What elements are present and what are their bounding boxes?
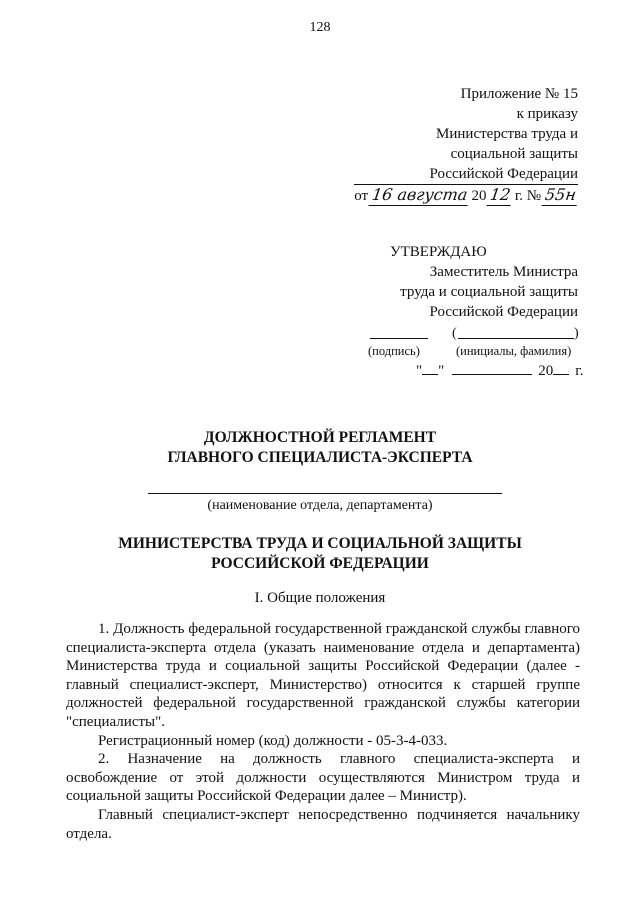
approval-title: УТВЕРЖДАЮ: [390, 244, 487, 260]
signature-line: [370, 338, 428, 339]
paragraph: Главный специалист-эксперт непосредственно подчиняется начальнику отдела.: [66, 806, 580, 842]
ministry-title-line: МИНИСТЕРСТВА ТРУДА И СОЦИАЛЬНОЙ ЗАЩИТЫ: [118, 535, 522, 552]
approval-date-line: [416, 360, 583, 380]
approval-line: труда и социальной защиты: [400, 284, 578, 300]
document-title-line: ДОЛЖНОСТНОЙ РЕГЛАМЕНТ: [203, 429, 437, 446]
signature-caption: (подпись): [368, 344, 420, 358]
date-quote-close: ": [438, 363, 445, 379]
approval-block: [388, 242, 578, 322]
date-year-blank: [553, 360, 569, 375]
ministry-title-line: РОССИЙСКОЙ ФЕДЕРАЦИИ: [211, 555, 429, 572]
body-text: [66, 620, 580, 843]
order-date-line: [354, 185, 578, 206]
name-paren-open: (: [452, 326, 457, 341]
date-suffix: г.: [575, 363, 584, 379]
page-number: 128: [309, 20, 331, 35]
date-year-prefix: 20: [538, 363, 554, 379]
date-month-blank: [452, 360, 532, 375]
order-number-handwritten: 55н: [542, 185, 580, 206]
order-number-label: г. №: [514, 188, 542, 204]
approval-line: Российской Федерации: [429, 304, 578, 320]
appendix-block: [354, 84, 578, 206]
ministry-title: [0, 534, 640, 574]
department-caption: (наименование отдела, департамента): [207, 498, 433, 513]
appendix-line: Приложение № 15: [460, 86, 578, 102]
document-title: [0, 428, 640, 468]
document-title-line: ГЛАВНОГО СПЕЦИАЛИСТА-ЭКСПЕРТА: [167, 449, 473, 466]
order-prefix: от: [354, 188, 369, 204]
paragraph: Регистрационный номер (код) должности - 05-3-4-033.: [98, 732, 448, 749]
order-day-month-handwritten: 16 августа: [369, 185, 471, 206]
order-year-prefix: 20: [471, 188, 487, 204]
appendix-line: Российской Федерации: [354, 164, 578, 185]
appendix-line: социальной защиты: [450, 146, 578, 162]
name-caption: (инициалы, фамилия): [456, 344, 572, 358]
order-year-handwritten: 12: [487, 185, 514, 206]
paragraph: 2. Назначение на должность главного специалиста-эксперта и освобождение от этой должности осуществляются Министром труда и социальной защиты Российской Федерации далее – Министр).: [66, 751, 580, 805]
section-title: I. Общие положения: [254, 590, 386, 606]
appendix-line: Министерства труда и: [436, 126, 578, 142]
appendix-line: к приказу: [516, 106, 578, 122]
name-line: [458, 338, 574, 339]
paragraph: 1. Должность федеральной государственной гражданской службы главного специалиста-эксперта отдела (указать наименование отдела и департамента) Министерства труда и социальной защиты Российской Федерации (далее - главный специалист-эксперт, Министерство) относится к старшей группе должностей федеральной государственной гражданской службы категории "специалисты".: [66, 621, 580, 730]
department-blank-line: [148, 493, 502, 494]
name-paren-close: ): [574, 326, 579, 341]
date-quote-open: ": [416, 363, 423, 379]
approval-line: Заместитель Министра: [429, 264, 578, 280]
date-day-blank: [422, 360, 438, 375]
